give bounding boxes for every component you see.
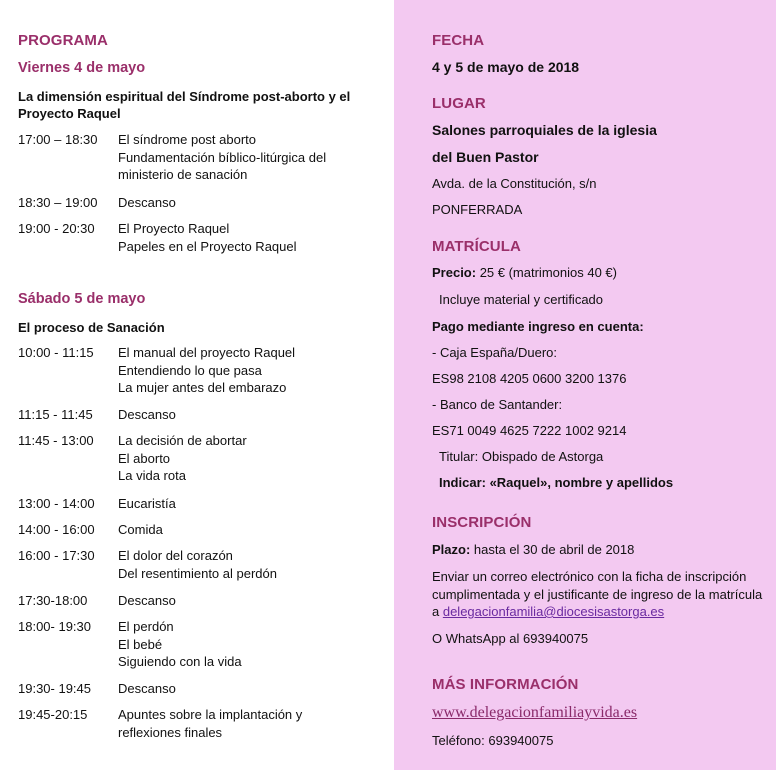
- session-items: [118, 131, 388, 184]
- email-prefix: a: [432, 604, 443, 619]
- inscripcion-text-line2: cumplimentada y el justificante de ingreso de la matrícula: [432, 586, 763, 602]
- session-time: 19:00 - 20:30: [18, 221, 95, 236]
- session-items: [118, 592, 388, 610]
- mas-info-heading: MÁS INFORMACIÓN: [432, 676, 579, 693]
- lugar-address: Avda. de la Constitución, s/n: [432, 176, 597, 191]
- session-item: reflexiones finales: [118, 724, 223, 740]
- email-link[interactable]: delegacionfamilia@diocesisastorga.es: [442, 604, 665, 619]
- session-item: Del resentimiento al perdón: [118, 565, 277, 581]
- session-time: 11:15 - 11:45: [18, 407, 93, 422]
- session-item: ministerio de sanación: [118, 167, 248, 183]
- session-items: [118, 706, 388, 741]
- session-time: 17:00 – 18:30: [18, 132, 98, 147]
- session-items: [118, 220, 388, 255]
- session-item: Entendiendo lo que pasa: [118, 362, 262, 378]
- inscripcion-text: [432, 568, 767, 621]
- session-items: [118, 194, 388, 212]
- session-time: 19:30- 19:45: [18, 681, 92, 696]
- session-time: 19:45-20:15: [18, 707, 88, 722]
- day2-title: El proceso de Sanación: [18, 320, 165, 335]
- session-item: Comida: [118, 522, 163, 537]
- session-item: El manual del proyecto Raquel: [118, 345, 296, 360]
- titular: Titular: Obispado de Astorga: [439, 449, 604, 464]
- session-item: Fundamentación bíblico-litúrgica del: [118, 149, 327, 165]
- iban2: ES71 0049 4625 7222 1002 9214: [432, 423, 627, 438]
- precio-line: [432, 265, 617, 280]
- session-item: El perdón: [118, 619, 174, 634]
- precio-label: Precio:: [432, 265, 477, 280]
- plazo-value: hasta el 30 de abril de 2018: [470, 542, 635, 557]
- session-time: 18:30 – 19:00: [18, 195, 98, 210]
- lugar-heading: LUGAR: [432, 95, 486, 112]
- session-items: [118, 680, 388, 698]
- session-item: El Proyecto Raquel: [118, 221, 230, 236]
- session-item: Eucaristía: [118, 496, 176, 511]
- indicar: Indicar: «Raquel», nombre y apellidos: [439, 475, 674, 490]
- session-item: La mujer antes del embarazo: [118, 380, 287, 396]
- session-items: [118, 618, 388, 671]
- website-link[interactable]: www.delegacionfamiliayvida.es: [432, 704, 638, 721]
- session-items: [118, 495, 388, 513]
- session-item: La vida rota: [118, 468, 186, 484]
- lugar-city: PONFERRADA: [432, 202, 523, 217]
- pago-label: Pago mediante ingreso en cuenta:: [432, 319, 644, 334]
- session-time: 14:00 - 16:00: [18, 522, 95, 537]
- fecha-value: 4 y 5 de mayo de 2018: [432, 59, 580, 75]
- phone: Teléfono: 693940075: [432, 733, 554, 748]
- session-item: El dolor del corazón: [118, 548, 233, 563]
- session-items: [118, 432, 388, 485]
- precio-value: 25 € (matrimonios 40 €): [476, 265, 617, 280]
- session-time: 18:00- 19:30: [18, 619, 92, 634]
- session-time: 16:00 - 17:30: [18, 548, 95, 563]
- session-item: Papeles en el Proyecto Raquel: [118, 238, 297, 254]
- bank1: - Caja España/Duero:: [432, 345, 558, 360]
- session-item: La decisión de abortar: [118, 433, 247, 448]
- inscripcion-heading: INSCRIPCIÓN: [432, 514, 532, 531]
- session-items: [118, 521, 388, 539]
- session-time: 17:30-18:00: [18, 593, 88, 608]
- lugar-line1: Salones parroquiales de la iglesia: [432, 122, 657, 138]
- inscripcion-text-line1: Enviar un correo electrónico con la ficha de inscripción: [432, 569, 747, 584]
- session-item: Descanso: [118, 195, 176, 210]
- session-item: Descanso: [118, 593, 176, 608]
- session-items: [118, 406, 388, 424]
- session-item: El aborto: [118, 450, 171, 466]
- whatsapp: O WhatsApp al 693940075: [432, 631, 589, 646]
- plazo-label: Plazo:: [432, 542, 471, 557]
- program-heading: PROGRAMA: [18, 32, 108, 49]
- includes-text: Incluye material y certificado: [439, 292, 604, 307]
- fecha-heading: FECHA: [432, 32, 485, 49]
- day1-label: Viernes 4 de mayo: [18, 60, 146, 76]
- iban1: ES98 2108 4205 0600 3200 1376: [432, 371, 627, 386]
- session-items: [118, 344, 388, 397]
- plazo-line: [432, 542, 634, 557]
- session-item: Descanso: [118, 407, 176, 422]
- day2-label: Sábado 5 de mayo: [18, 291, 146, 307]
- session-time: 10:00 - 11:15: [18, 345, 94, 360]
- matricula-heading: MATRÍCULA: [432, 238, 521, 255]
- session-item: El síndrome post aborto: [118, 132, 257, 147]
- day1-title: La dimensión espiritual del Síndrome post-aborto y el Proyecto Raquel: [18, 89, 351, 121]
- inscripcion-text-line3: [432, 603, 767, 621]
- lugar-line2: del Buen Pastor: [432, 149, 539, 165]
- session-time: 11:45 - 13:00: [18, 433, 94, 448]
- session-time: 13:00 - 14:00: [18, 496, 95, 511]
- session-item: Apuntes sobre la implantación y: [118, 707, 303, 722]
- bank2: - Banco de Santander:: [432, 397, 563, 412]
- session-item: Descanso: [118, 681, 176, 696]
- session-items: [118, 547, 388, 582]
- session-item: El bebé: [118, 636, 163, 652]
- session-item: Siguiendo con la vida: [118, 654, 242, 670]
